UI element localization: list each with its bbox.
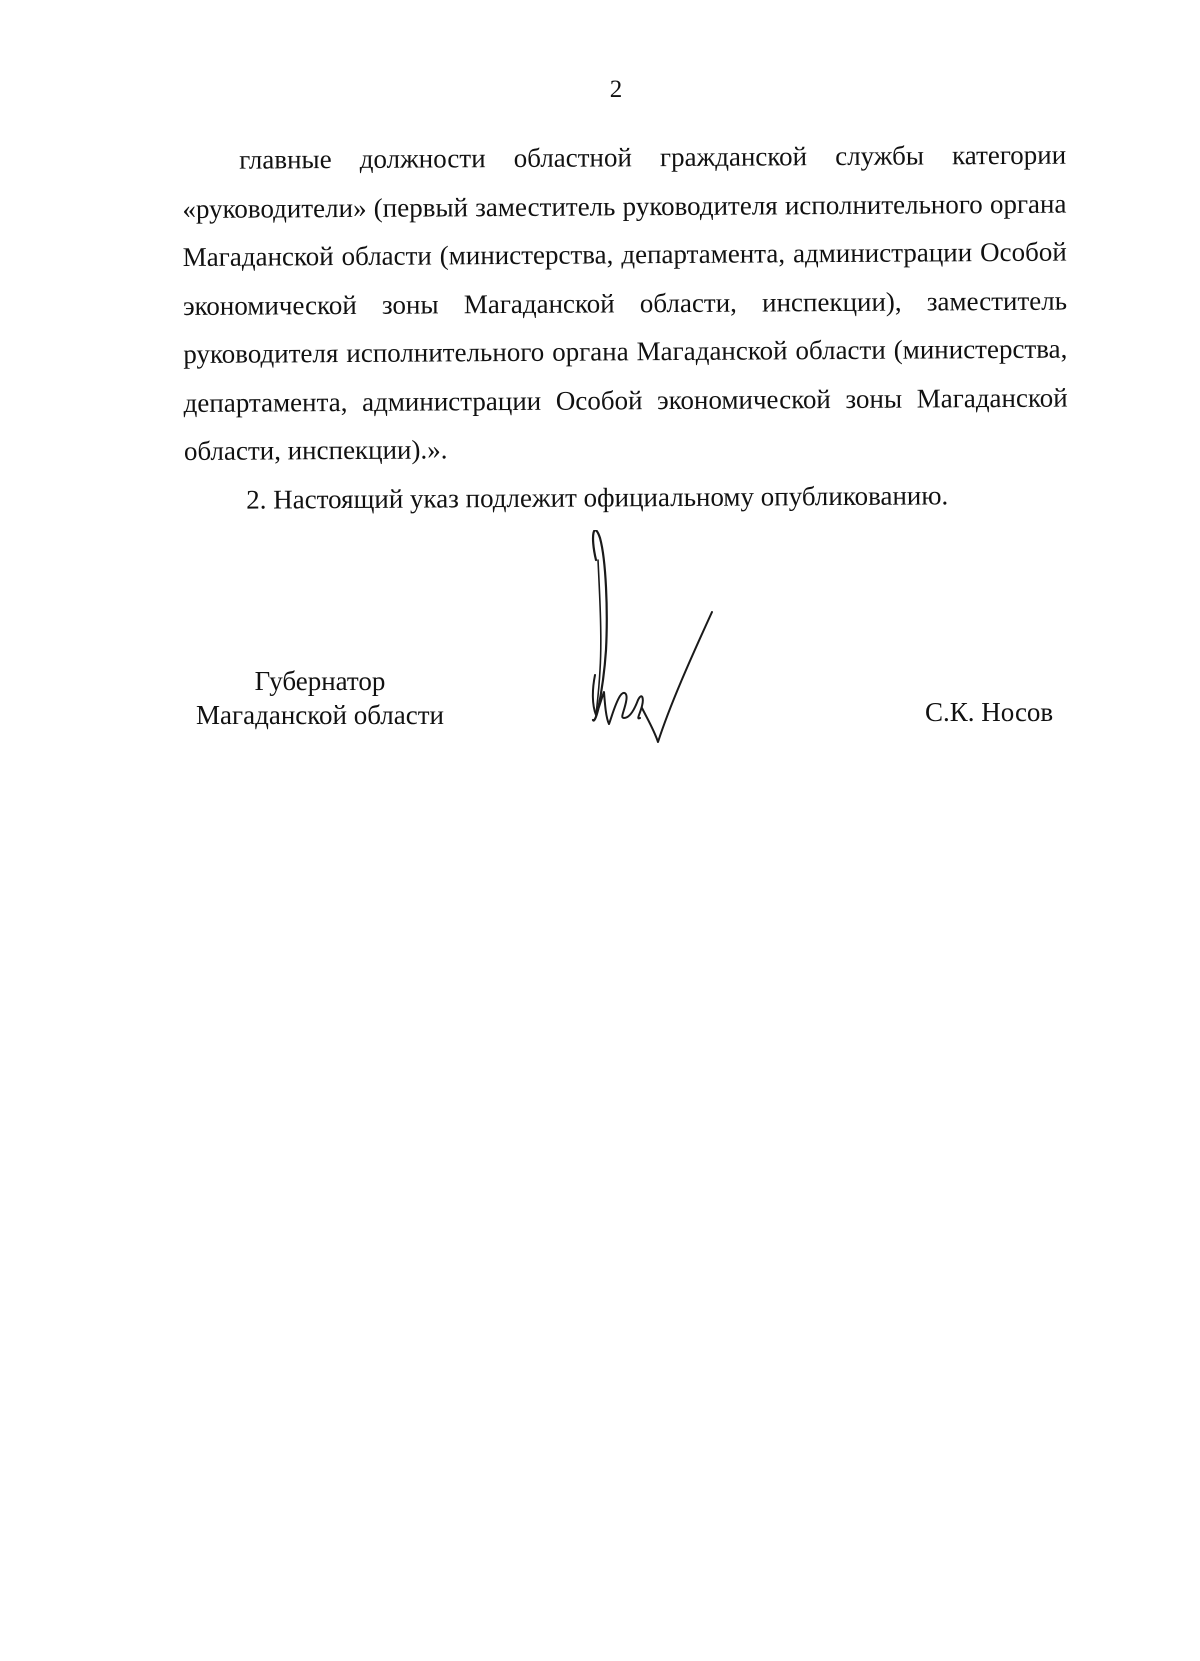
signer-position-title: Губернатор [254,666,386,696]
signer-position-region: Магаданской области [196,700,444,730]
signer-name: С.К. Носов [925,697,1054,727]
document-body [182,131,1068,524]
signer-position [180,664,460,732]
paragraph-publication-clause: 2. Настоящий указ подлежит официальному опубликованию. [246,479,949,515]
handwritten-signature [590,530,760,770]
page-number: 2 [609,76,623,103]
paragraph-positions-list: главные должности областной гражданской службы категории «руководители» (первый заместитель руководителя исполнительного органа Магаданской области (министерства, департамента, администрации Особой экономической зоны Магаданской области, инспекции), заместитель руководителя исполнительного органа Магаданской области (министерства, департамента, администрации Особой экономической зоны Магаданской области, инспекции).». [182,139,1068,466]
